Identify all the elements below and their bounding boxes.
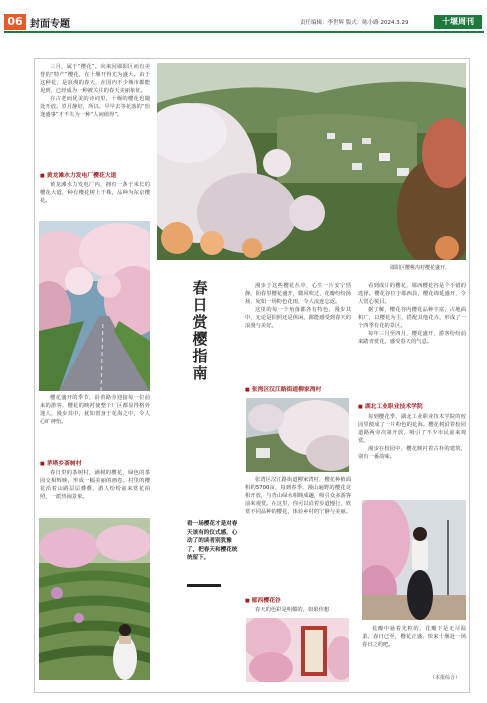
paragraph: 樱花盛开的季节，沿着路旁迎接每一位前来的游客，樱花的映衬使整个厂区都显得格外迷人，漫步其中，犹如置身于花海之中，令人心旷神怡。 bbox=[40, 395, 150, 425]
page-header bbox=[0, 0, 487, 30]
headline-char: 赏 bbox=[192, 313, 208, 331]
headline-char: 南 bbox=[192, 364, 208, 382]
subheading-yunxi: ■ 郧西樱花谷 bbox=[245, 597, 351, 605]
col3-text bbox=[245, 282, 351, 330]
headline-char: 指 bbox=[192, 347, 208, 365]
liujiawan-photo bbox=[246, 398, 349, 472]
subheading-hubei-college: ■ 湖北工业职业技术学院 bbox=[358, 403, 466, 411]
paragraph: 春天的色彩是明媚的，如果你想 bbox=[255, 607, 330, 613]
subheading-chashu: ■ 茅塔乡茶树村 bbox=[40, 460, 150, 468]
paragraph: 黄龙滩水力发电厂内，拥有一条千米长的樱花大道，种有樱花树上千株，品种为东京樱花。 bbox=[40, 182, 150, 204]
headline-char: 日 bbox=[192, 296, 208, 314]
liujiawan-text bbox=[245, 476, 351, 516]
pull-quote: 看一场樱花才是对春天该有的仪式感，心动了的读者别犹豫了，把春天和樱花统统留下。 bbox=[187, 521, 238, 561]
campus-photo bbox=[362, 500, 466, 620]
paragraph: 每到樱花季，湖北工业职业技术学院的校园里便成了一片粉色的花海。樱花树沿着校园道路两旁次第开放，吸引了不少市民前来观赏。 bbox=[358, 414, 466, 444]
editor-credits: 责任编辑：李世辉 版式：陈小路 2024.3.29 bbox=[300, 20, 409, 26]
paragraph: 张湾区汉江路街道柳家湾村，樱花种植面积约5700亩，每到春季，漫山遍野的樱花竞相开放，与青山绿水相映成趣，吸引众多游客前来观赏。在这里，你可以沿着步道慢行，欣赏不同品种的樱花，体验乡村的宁静与美丽。 bbox=[245, 477, 351, 515]
paragraph: 花瓣中悬着光粒的，花瓣下是无尽温柔。春日已至，樱花正盛，快来十堰赴一场春日之约吧。 bbox=[362, 626, 466, 648]
paragraph: 三月，属于“樱花”。向来因郧阳区而有美誉的“特产”樱花，在十堰开得尤为盛大。由于这种花，是浪漫的春天，在国内不少城市都能见到，已经成为一种被关注的春天美丽象征。 bbox=[40, 64, 150, 94]
section-title: 封面专题 bbox=[30, 19, 70, 30]
chashu-text bbox=[40, 469, 150, 501]
paragraph: 漫步在校园中，樱花映衬着古朴的建筑，别有一番韵味。 bbox=[358, 446, 466, 460]
pull-quote-bar bbox=[187, 584, 221, 587]
top-photo-caption: 郧阳区樱桃沟村樱花盛开。 bbox=[390, 265, 451, 271]
paragraph: 据了解，樱花谷内樱花品种丰富，占地面积广，以樱花为主，搭配其他花卉，形成了一个四季有花的景区。 bbox=[358, 307, 466, 329]
headline-char: 春 bbox=[192, 279, 208, 297]
col4-text bbox=[358, 282, 466, 346]
paragraph: 每年三月至四月，樱花盛开，游客纷纷前来踏青赏花，感受春天的气息。 bbox=[358, 331, 466, 345]
paragraph: 漫步于这些樱花丛中，心生一片安宁恬静。阳春里樱花盛开，微风吹过，花瓣纷纷扬扬，宛如一场粉色花雨，令人流连忘返。 bbox=[245, 283, 351, 305]
paragraph: 春日里的茶树村，满树的樱花，绿色的茶园交相辉映，形成一幅美丽的画卷。村里的樱花沿着山路层层叠叠，游人纷纷前来赏花拍照，一派热闹景象。 bbox=[40, 470, 150, 500]
huanglongtan-text bbox=[40, 181, 150, 205]
cherry-avenue-photo bbox=[39, 221, 150, 391]
paragraph: 在古老而优美的诗词里，十堰的樱花也随处开放。岁月静好，所以，早早去等花落的“恰逢盛事”才不失为一种“人间值得”。 bbox=[40, 96, 150, 118]
yunxi-gate-photo bbox=[246, 618, 349, 682]
paragraph: 这里的每一个角落都各有特色，漫步其中，无论是拍照还是休闲，都能感受到春天的浪漫与美好。 bbox=[245, 307, 351, 329]
source-credit: （本报综合） bbox=[430, 675, 461, 681]
village-cherry-photo bbox=[157, 63, 466, 260]
tea-garden-photo bbox=[39, 518, 150, 680]
headline-char: 樱 bbox=[192, 330, 208, 348]
yunxi-text bbox=[245, 606, 351, 614]
header-rule bbox=[4, 31, 484, 33]
subheading-huanglongtan: ■ 黄龙滩水力发电厂樱花大道 bbox=[40, 172, 150, 180]
subheading-liujiawan: ■ 张湾区汉江路街道柳家湾村 bbox=[245, 386, 351, 394]
after-photo-text bbox=[40, 394, 150, 426]
paragraph: 看到成片的樱花，郧西樱花谷是个不错的选择。樱花谷位于郧西县，樱花绵延盛开，令人赏心悦目。 bbox=[358, 283, 466, 305]
intro-text bbox=[40, 63, 150, 119]
closing-text bbox=[362, 625, 466, 649]
page-number: 06 bbox=[4, 14, 26, 30]
publication-brand: 十堰周刊 bbox=[434, 15, 482, 29]
hubei-college-text bbox=[358, 413, 466, 461]
headline bbox=[187, 280, 213, 382]
